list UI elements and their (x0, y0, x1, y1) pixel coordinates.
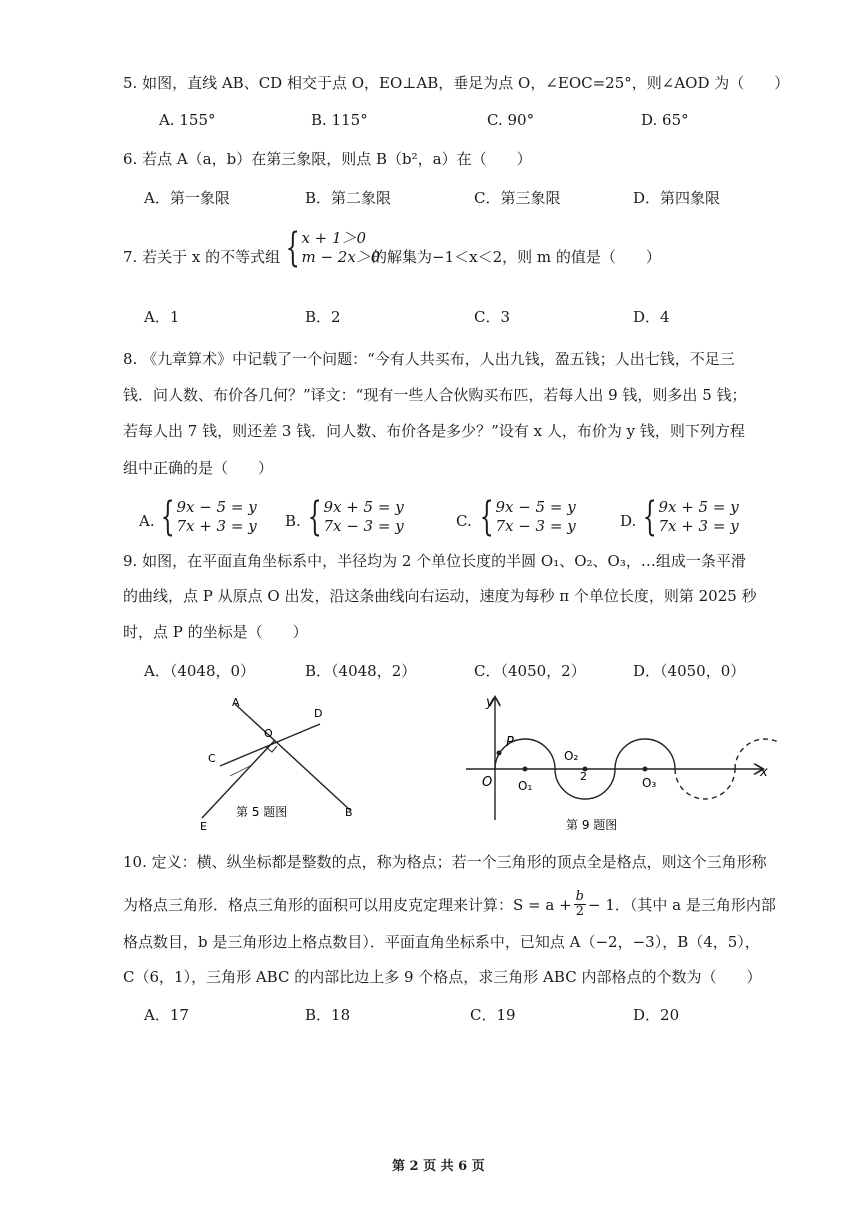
label-x: x (760, 765, 768, 780)
q8-option-c-eq-1: 9x − 5 = y (495, 498, 576, 516)
semicircle-dashed-1 (675, 769, 735, 799)
q8-option-a-eq-2: 7x + 3 = y (176, 517, 257, 535)
fraction-denominator: 2 (575, 904, 584, 919)
figure-9 (460, 690, 780, 840)
q10-option-c: C．19 (470, 1006, 516, 1024)
q8-option-c-system (474, 494, 576, 540)
q7-option-b: B．2 (305, 308, 341, 326)
q8-option-c-brace: { (479, 494, 494, 540)
point-p (497, 751, 502, 756)
q9-line-3: 时，点 P 的坐标是（ ） (123, 623, 308, 641)
q7-inequality-system (280, 225, 381, 271)
q6-stem: 6. 若点 A（a，b）在第三象限，则点 B（b²，a）在（ ） (123, 150, 532, 168)
q8-option-a-system (155, 494, 257, 540)
q5-option-a: A. 155° (159, 111, 216, 129)
point-o1 (523, 767, 528, 772)
pick-fraction (574, 890, 586, 919)
q8-option-a-eq-1: 9x − 5 = y (176, 498, 257, 516)
q8-option-d-eq-1: 9x + 5 = y (658, 498, 739, 516)
q6-option-a: A．第一象限 (144, 189, 230, 207)
line-ab (235, 704, 350, 810)
q10-line-1: 10. 定义：横、纵坐标都是整数的点，称为格点；若一个三角形的顶点全是格点，则这个三角形称 (123, 853, 767, 871)
label-o2: O₂ (564, 749, 579, 763)
q10-line-3: 格点数目，b 是三角形边上格点数目）．平面直角坐标系中，已知点 A（−2，−3），B（4，5）， (123, 933, 760, 951)
q5-option-d: D. 65° (641, 111, 689, 129)
q8-option-a-brace: { (160, 494, 175, 540)
label-c: C (208, 752, 216, 765)
q7-option-a: A．1 (144, 308, 180, 326)
q8-option-c-label: C. (456, 512, 472, 530)
q6-option-c: C．第三象限 (474, 189, 561, 207)
q5-option-b: B. 115° (311, 111, 368, 129)
label-p: P (506, 735, 514, 750)
q8-option-b-eq-2: 7x − 3 = y (323, 517, 404, 535)
label-e: E (200, 820, 207, 833)
q9-option-b: B．（4048，2） (305, 662, 417, 680)
q8-option-d-label: D. (620, 512, 637, 530)
q5-stem: 5. 如图，直线 AB、CD 相交于点 O，EO⊥AB，垂足为点 O，∠EOC=25°，则∠AOD 为（ ） (123, 74, 790, 92)
q8-option-b-brace: { (307, 494, 322, 540)
q8-line-1: 8. 《九章算术》中记载了一个问题：“今有人共买布，人出九钱，盈五钱；人出七钱，不足三 (123, 350, 735, 368)
q7-inequality-1: x + 1＞0 (301, 229, 367, 247)
q7-inequality-2: m − 2x＞0 (301, 248, 381, 266)
q7-stem-prefix: 7. 若关于 x 的不等式组 (123, 248, 281, 266)
page-footer: 第 2 页 共 6 页 (392, 1159, 485, 1174)
q8-option-b-eq-1: 9x + 5 = y (323, 498, 404, 516)
label-a: A (232, 696, 240, 709)
q8-option-d-system (637, 494, 739, 540)
q7-option-c: C．3 (474, 308, 511, 326)
q5-option-c: C. 90° (487, 111, 535, 129)
q8-line-4: 组中正确的是（ ） (123, 459, 274, 477)
q10-line-4: C（6，1），三角形 ABC 的内部比边上多 9 个格点，求三角形 ABC 内部格点的个数为（ ） (123, 968, 762, 986)
label-o3: O₃ (642, 776, 657, 790)
q8-option-b-system (302, 494, 404, 540)
fraction-numerator: b (575, 889, 584, 904)
q10-option-a: A．17 (144, 1006, 189, 1024)
q6-option-b: B．第二象限 (305, 189, 392, 207)
q10-line-2-suffix: − 1．（其中 a 是三角形内部 (588, 895, 776, 914)
q7-option-d: D．4 (633, 308, 670, 326)
q8-option-d-eq-2: 7x + 3 = y (658, 517, 739, 535)
label-origin: O (482, 775, 493, 790)
q10-option-d: D．20 (633, 1006, 680, 1024)
figure-5 (180, 690, 380, 840)
point-o3 (643, 767, 648, 772)
q9-option-c: C．（4050，2） (474, 662, 586, 680)
q10-option-b: B．18 (305, 1006, 351, 1024)
q10-line-2-prefix: 为格点三角形．格点三角形的面积可以用皮克定理来计算：S = a + (123, 895, 572, 914)
q8-option-a-label: A. (139, 512, 155, 530)
label-o1: O₁ (518, 779, 533, 793)
semicircle-o3 (615, 739, 675, 769)
semicircle-o1 (495, 739, 555, 769)
label-y: y (486, 695, 494, 710)
q8-option-c-eq-2: 7x − 3 = y (495, 517, 576, 535)
angle-mark (230, 766, 250, 776)
q7-stem-suffix: 的解集为−1＜x＜2，则 m 的值是（ ） (372, 248, 661, 266)
q8-line-2: 钱．问人数、布价各几何？”译文：“现有一些人合伙购买布匹，若每人出 9 钱，则多出 5 钱； (123, 386, 747, 404)
q9-line-2: 的曲线，点 P 从原点 O 出发，沿这条曲线向右运动，速度为每秒 π 个单位长度，则第 2025 秒 (123, 587, 757, 605)
figure-9-caption: 第 9 题图 (566, 818, 618, 832)
q10-line-2 (123, 890, 776, 919)
q9-option-d: D．（4050，0） (633, 662, 746, 680)
q8-option-d-brace: { (642, 494, 657, 540)
q9-option-a: A．（4048，0） (144, 662, 256, 680)
label-o: O (264, 727, 273, 740)
figure-5-caption: 第 5 题图 (236, 805, 288, 819)
semicircle-dashed-2 (735, 739, 780, 769)
label-d: D (314, 707, 323, 720)
label-b: B (345, 806, 353, 819)
q7-brace: { (285, 225, 300, 271)
q9-line-1: 9. 如图，在平面直角坐标系中，半径均为 2 个单位长度的半圆 O₁、O₂、O₃，…组成一条平滑 (123, 552, 746, 570)
label-unit-2: 2 (580, 770, 587, 783)
q6-option-d: D．第四象限 (633, 189, 721, 207)
q8-option-b-label: B. (285, 512, 301, 530)
q8-line-3: 若每人出 7 钱，则还差 3 钱．问人数、布价各是多少？”设有 x 人，布价为 y 钱，则下列方程 (123, 422, 745, 440)
